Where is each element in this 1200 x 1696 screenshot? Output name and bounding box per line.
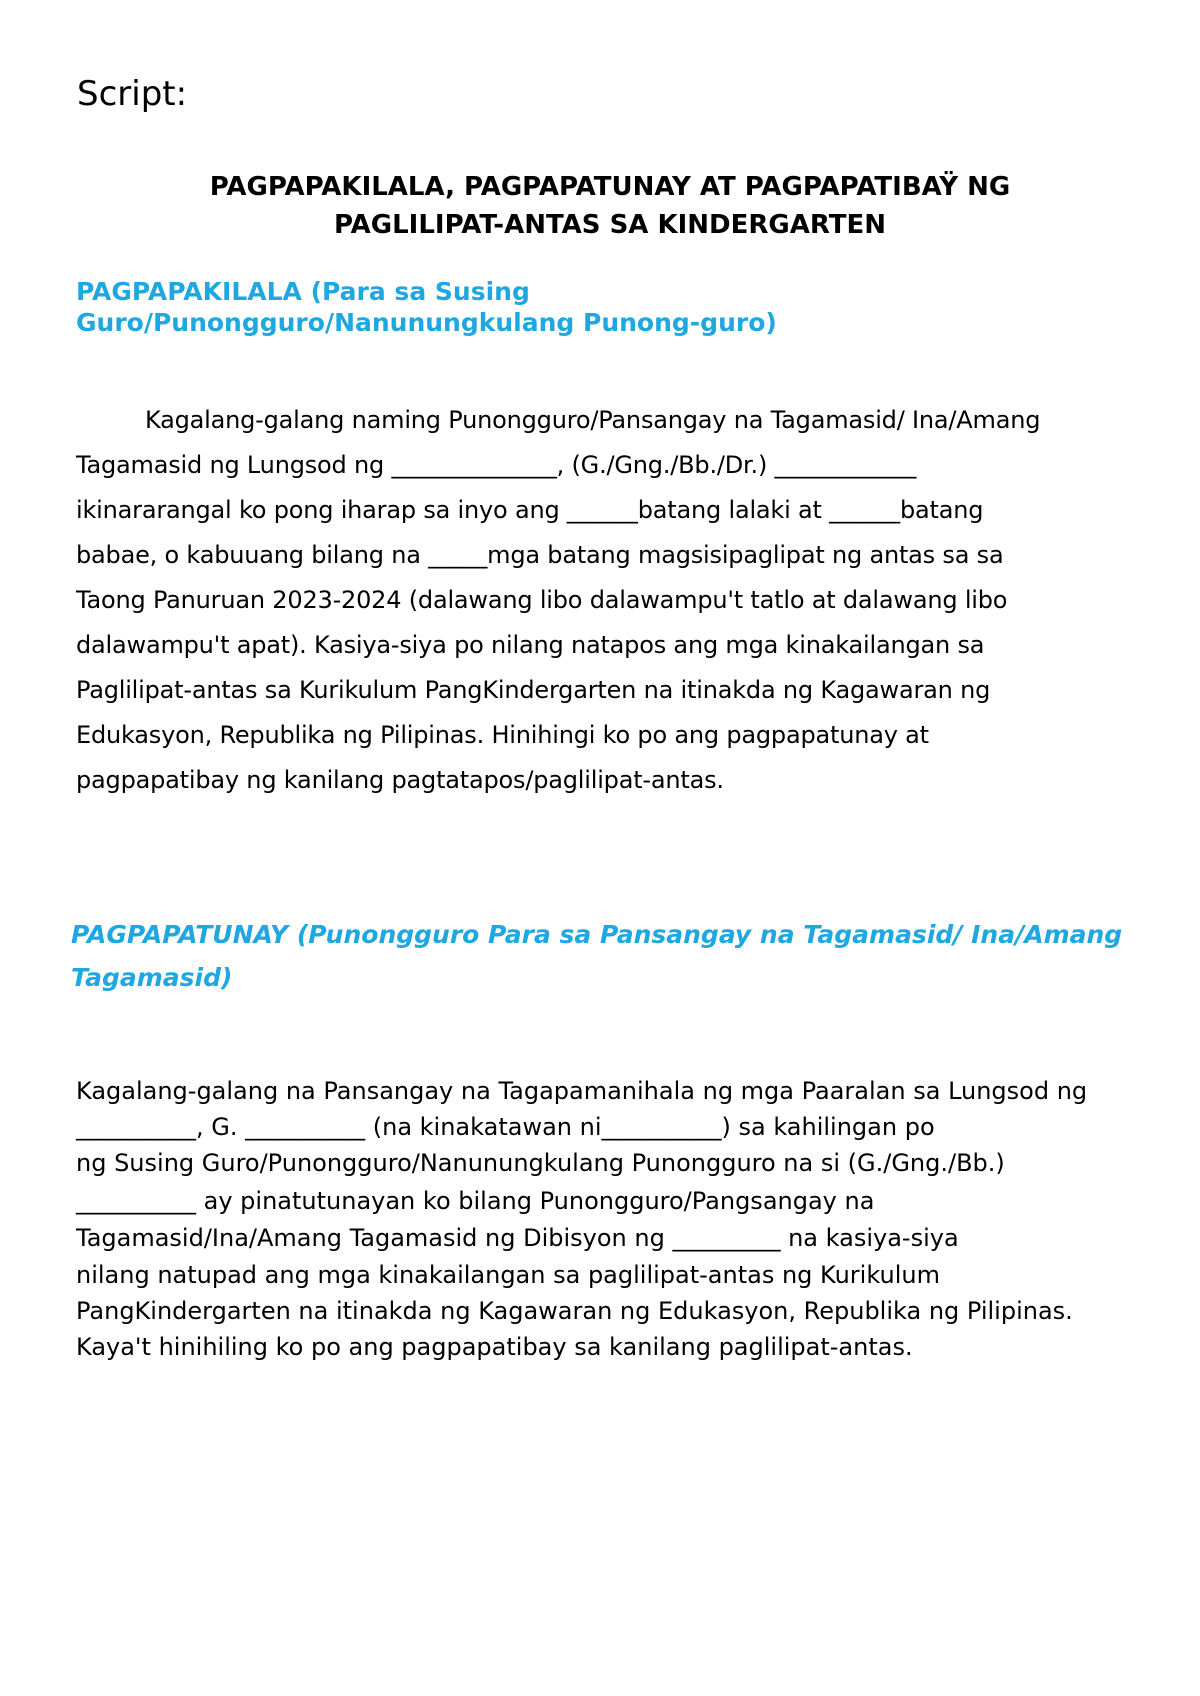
section2-paragraph-line: Kaya't hinihiling ko po ang pagpapatibay sa kanilang paglilipat-antas. [76,1333,913,1361]
section1-paragraph-line: Paglilipat-antas sa Kurikulum PangKindergarten na itinakda ng Kagawaran ng [76,676,991,704]
section2-paragraph-line: Tagamasid/Ina/Amang Tagamasid ng Dibisyon ng _________ na kasiya-siya [76,1224,959,1252]
document-title-line-1: PAGPAPAKILALA, PAGPAPATUNAY AT PAGPAPATIBAŸ NG [209,172,1011,202]
script-label: Script: [77,74,188,114]
section2-paragraph-line: Kagalang-galang na Pansangay na Tagapamanihala ng mga Paaralan sa Lungsod ng [76,1077,1088,1105]
section1-paragraph-line: pagpapatibay ng kanilang pagtatapos/paglilipat-antas. [76,766,724,794]
section1-paragraph-line: ikinararangal ko pong iharap sa inyo ang ______batang lalaki at ______batang [76,496,984,524]
section1-heading-line-1: PAGPAPAKILALA (Para sa Susing [76,277,530,306]
section1-paragraph-line: Kagalang-galang naming Punongguro/Pansangay na Tagamasid/ Ina/Amang [145,406,1041,434]
section1-paragraph-line: dalawampu't apat). Kasiya-siya po nilang natapos ang mga kinakailangan sa [76,631,985,659]
section2-paragraph-line: nilang natupad ang mga kinakailangan sa paglilipat-antas ng Kurikulum [76,1261,940,1289]
section2-paragraph-line: PangKindergarten na itinakda ng Kagawaran ng Edukasyon, Republika ng Pilipinas. [76,1297,1073,1325]
section2-paragraph-line: ng Susing Guro/Punongguro/Nanunungkulang Punongguro na si (G./Gng./Bb.) [76,1149,1005,1177]
section1-paragraph-line: Tagamasid ng Lungsod ng ______________, (G./Gng./Bb./Dr.) ____________ [76,451,917,479]
section2-heading-line-2: Tagamasid) [71,963,233,992]
section1-paragraph-line: Edukasyon, Republika ng Pilipinas. Hinihingi ko po ang pagpapatunay at [76,721,929,749]
section1-heading-line-2: Guro/Punongguro/Nanunungkulang Punong-guro) [76,308,777,337]
document-title-line-2: PAGLILIPAT-ANTAS SA KINDERGARTEN [333,210,886,240]
section2-heading-line-1: PAGPAPATUNAY (Punongguro Para sa Pansangay na Tagamasid/ Ina/Amang [71,920,1123,949]
section1-paragraph-line: babae, o kabuuang bilang na _____mga batang magsisipaglipat ng antas sa sa [76,541,1004,569]
section2-paragraph-line: __________ ay pinatutunayan ko bilang Punongguro/Pangsangay na [76,1187,875,1215]
section2-paragraph-line: __________, G. __________ (na kinakatawan ni__________) sa kahilingan po [76,1113,935,1141]
section1-paragraph-line: Taong Panuruan 2023-2024 (dalawang libo dalawampu't tatlo at dalawang libo [76,586,1008,614]
